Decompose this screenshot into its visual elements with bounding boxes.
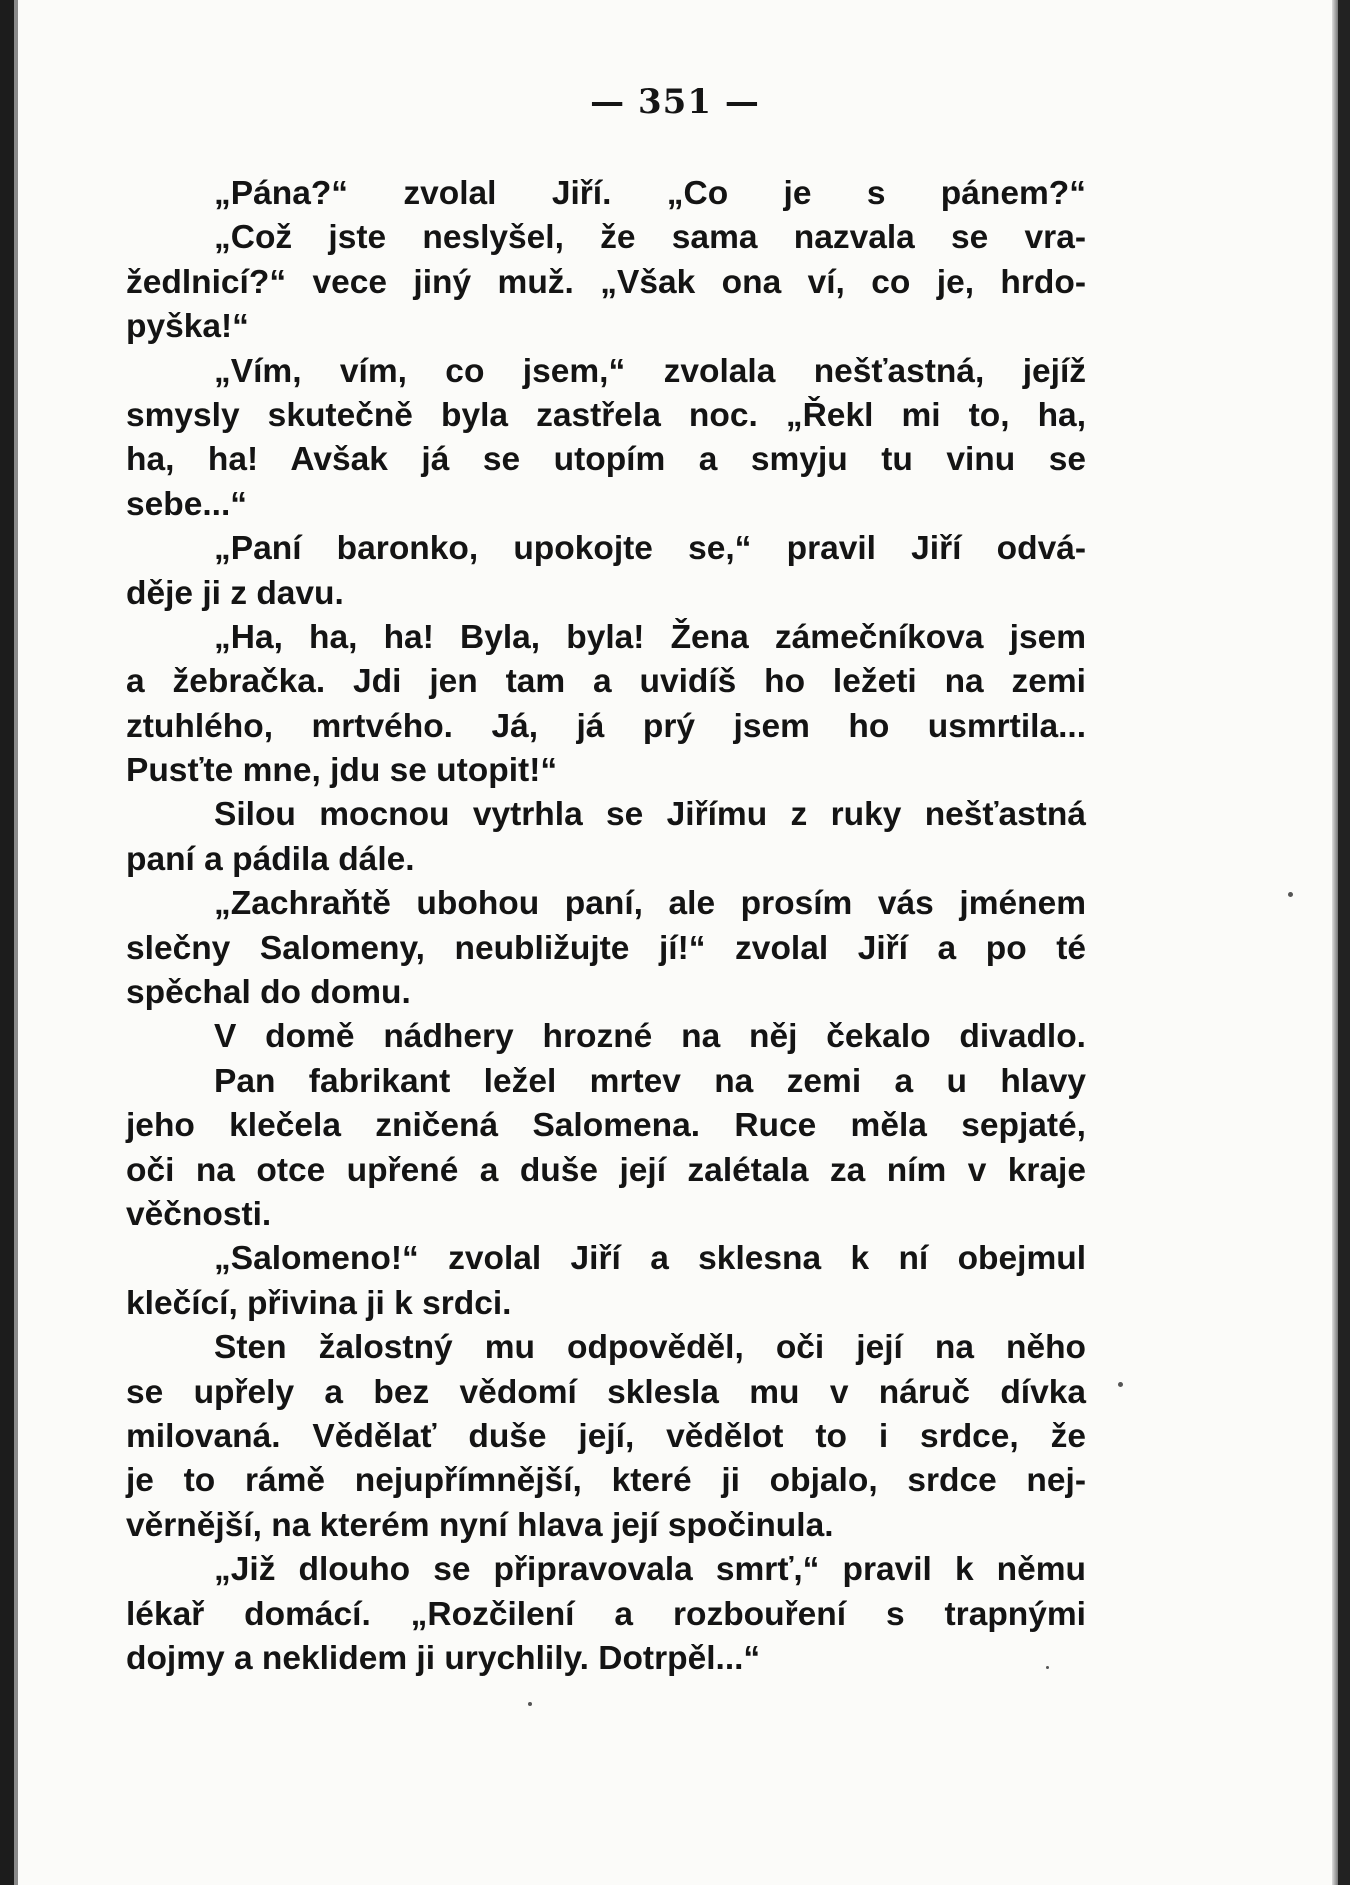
text-line: „Paní baronko, upokojte se,“ pravil Jiří odvá- bbox=[214, 530, 1086, 568]
scan-edge-left bbox=[0, 0, 14, 1885]
text-line: ztuhlého, mrtvého. Já, já prý jsem ho usmrtila... bbox=[126, 707, 1086, 745]
scan-speck bbox=[1046, 1666, 1049, 1669]
text-line: je to rámě nejupřímnější, které ji objalo, srdce nej- bbox=[126, 1462, 1086, 1500]
text-line: žedlnicí?“ vece jiný muž. „Však ona ví, co je, hrdo- bbox=[126, 263, 1086, 301]
text-line: sebe...“ bbox=[126, 485, 248, 523]
scan-edge-right bbox=[1338, 0, 1350, 1885]
text-line: a žebračka. Jdi jen tam a uvidíš ho ležeti na zemi bbox=[126, 663, 1086, 701]
page-number: — 351 — bbox=[590, 82, 760, 122]
text-line: „Již dlouho se připravovala smrť,“ pravil k němu bbox=[214, 1551, 1086, 1589]
text-line: „Vím, vím, co jsem,“ zvolala nešťastná, jejíž bbox=[214, 352, 1086, 390]
scan-speck bbox=[1288, 892, 1293, 897]
text-line: věrnější, na kterém nyní hlava její spočinula. bbox=[126, 1506, 834, 1544]
text-line: Pan fabrikant ležel mrtev na zemi a u hlavy bbox=[214, 1062, 1086, 1100]
text-line: dojmy a neklidem ji urychlily. Dotrpěl...“ bbox=[126, 1639, 761, 1677]
text-line: pyška!“ bbox=[126, 308, 249, 346]
text-line: „Pána?“ zvolal Jiří. „Co je s pánem?“ bbox=[214, 175, 1086, 212]
text-line: slečny Salomeny, neubližujte jí!“ zvolal Jiří a po té bbox=[126, 929, 1086, 967]
text-line: ha, ha! Avšak já se utopím a smyju tu vinu se bbox=[126, 441, 1086, 479]
scan-edge-left-shadow bbox=[14, 0, 18, 1885]
scan-speck bbox=[528, 1702, 532, 1706]
text-line: „Ha, ha, ha! Byla, byla! Žena zámečníkova jsem bbox=[214, 618, 1086, 656]
text-line: spěchal do domu. bbox=[126, 974, 411, 1012]
text-line: lékař domácí. „Rozčilení a rozbouření s trapnými bbox=[126, 1595, 1086, 1633]
text-line: „Salomeno!“ zvolal Jiří a sklesna k ní obejmul bbox=[214, 1240, 1086, 1278]
text-line: V domě nádhery hrozné na něj čekalo divadlo. bbox=[214, 1018, 1086, 1056]
text-line: paní a pádila dále. bbox=[126, 840, 415, 878]
text-line: smysly skutečně byla zastřela noc. „Řekl mi to, ha, bbox=[126, 396, 1086, 434]
text-line: „Zachraňtě ubohou paní, ale prosím vás jménem bbox=[214, 885, 1086, 923]
text-line: Silou mocnou vytrhla se Jiřímu z ruky nešťastná bbox=[214, 796, 1086, 834]
text-line: „Což jste neslyšel, že sama nazvala se vra- bbox=[214, 219, 1086, 257]
text-line: se upřely a bez vědomí sklesla mu v náruč dívka bbox=[126, 1373, 1086, 1411]
text-line: Sten žalostný mu odpověděl, oči její na něho bbox=[214, 1329, 1086, 1367]
body-text bbox=[126, 172, 1086, 1681]
text-line: jeho klečela zničená Salomena. Ruce měla sepjaté, bbox=[126, 1107, 1086, 1145]
text-line: oči na otce upřené a duše její zalétala za ním v kraje bbox=[126, 1151, 1086, 1189]
text-line: Pusťte mne, jdu se utopit!“ bbox=[126, 752, 558, 790]
text-line: věčnosti. bbox=[126, 1195, 272, 1233]
scan-speck bbox=[1118, 1382, 1123, 1387]
text-line: děje ji z davu. bbox=[126, 574, 344, 612]
text-line: klečící, přivina ji k srdci. bbox=[126, 1284, 512, 1322]
text-line: milovaná. Vědělať duše její, vědělot to i srdce, že bbox=[126, 1417, 1086, 1455]
